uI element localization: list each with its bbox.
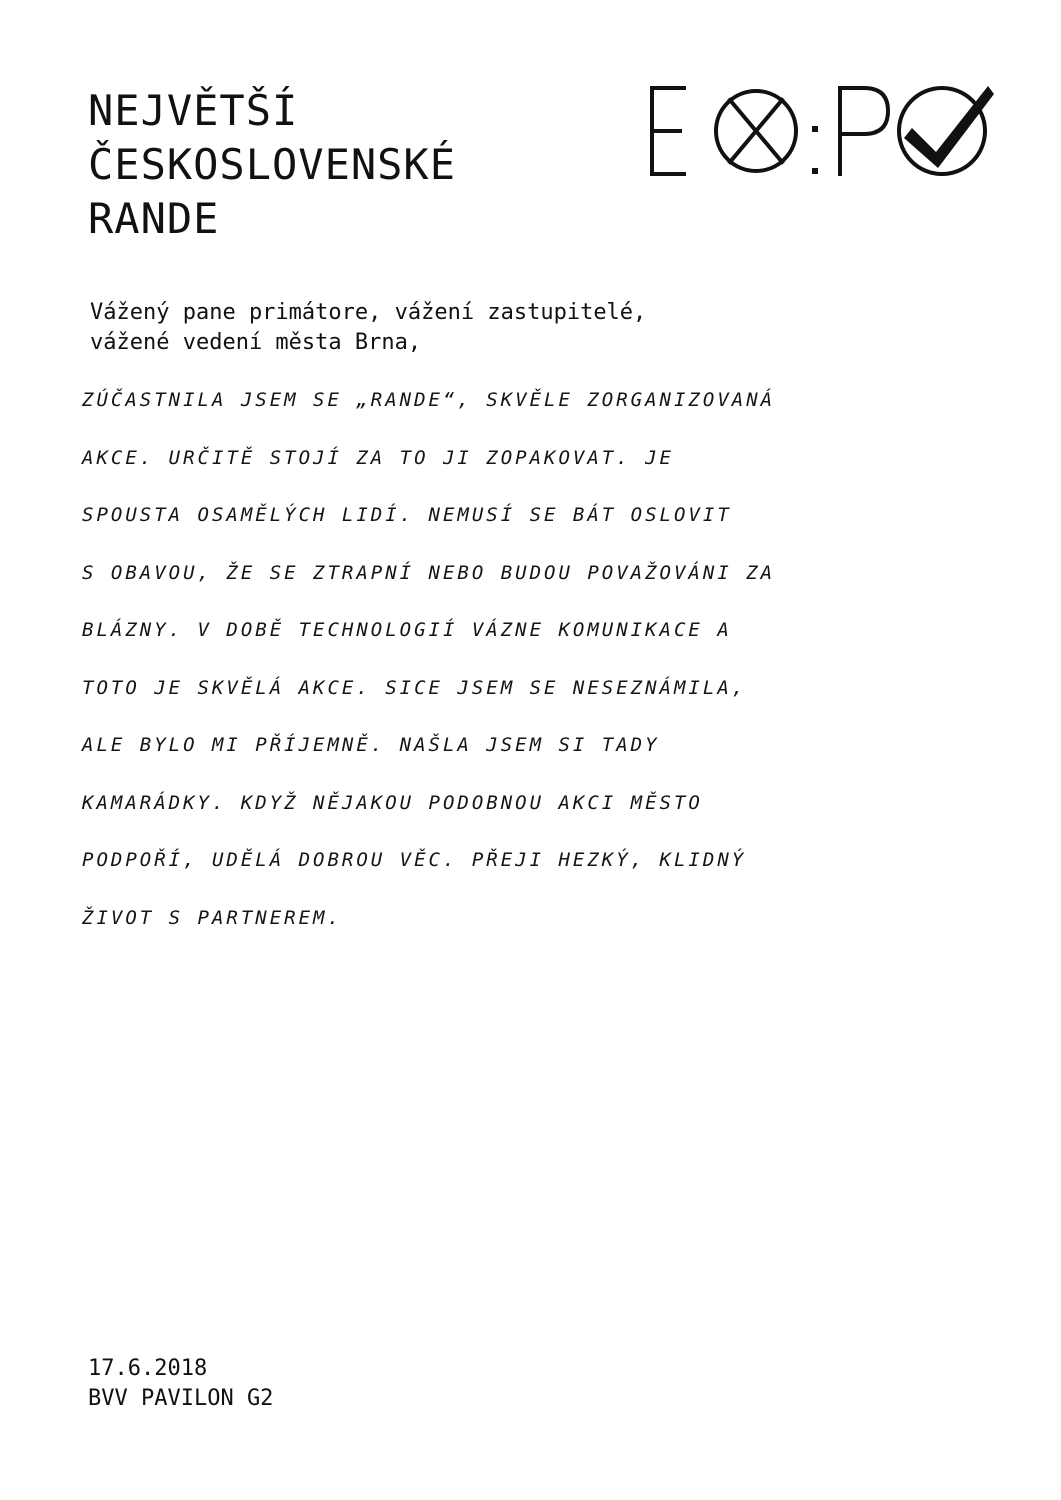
handwritten-line: S OBAVOU, ŽE SE ZTRAPNÍ NEBO BUDOU POVAŽOVÁNI ZA [82, 561, 776, 584]
event-date: 17.6.2018 [88, 1356, 208, 1381]
handwritten-line: PODPOŘÍ, UDĚLÁ DOBROU VĚC. PŘEJI HEZKÝ, KLIDNÝ [82, 849, 747, 871]
greeting-line-1: Vážený pane primátore, vážení zastupitelé, [90, 300, 647, 325]
title-line-3: RANDE [88, 194, 220, 243]
handwritten-line: KAMARÁDKY. KDYŽ NĚJAKOU PODOBNOU AKCI MĚSTO [82, 791, 703, 814]
handwritten-line: ALE BYLO MI PŘÍJEMNĚ. NAŠLA JSEM SI TADY [82, 734, 660, 756]
greeting-line-2: vážené vedení města Brna, [90, 330, 422, 355]
title-line-1: NEJVĚTŠÍ [88, 86, 299, 135]
expo-logo [648, 80, 996, 182]
handwritten-line: AKCE. URČITĚ STOJÍ ZA TO JI ZOPAKOVAT. JE [82, 446, 674, 469]
letter-greeting [90, 298, 646, 358]
handwritten-line: SPOUSTA OSAMĚLÝCH LIDÍ. NEMUSÍ SE BÁT OSLOVIT [82, 504, 732, 526]
title-line-2: ČESKOSLOVENSKÉ [88, 140, 457, 189]
handwritten-line: ZÚČASTNILA JSEM SE „RANDE“, SKVĚLE ZORGANIZOVANÁ [82, 389, 776, 411]
handwritten-line: TOTO JE SKVĚLÁ AKCE. SICE JSEM SE NESEZNÁMILA, [82, 676, 747, 699]
handwritten-line: BLÁZNY. V DOBĚ TECHNOLOGIÍ VÁZNE KOMUNIKACE A [82, 619, 732, 641]
handwritten-line: ŽIVOT S PARTNEREM. [82, 906, 342, 929]
event-footer [88, 1354, 273, 1414]
page-title [88, 84, 456, 246]
event-venue: BVV PAVILON G2 [88, 1386, 274, 1411]
handwritten-message [82, 372, 1032, 947]
